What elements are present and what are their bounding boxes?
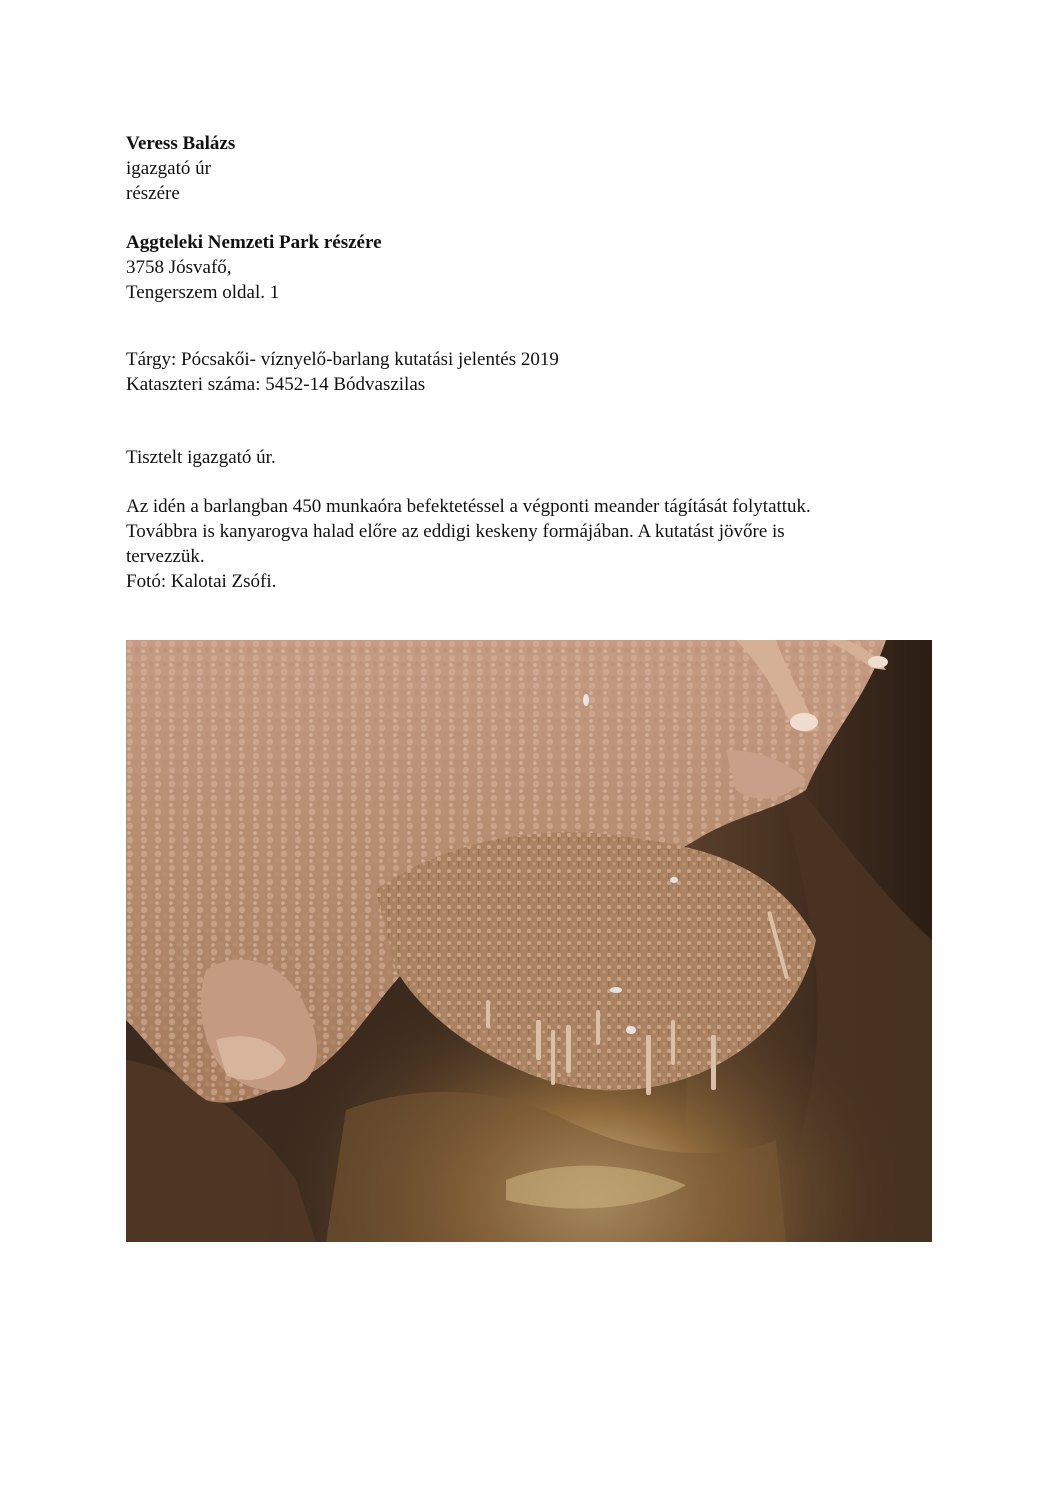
recipient-title: igazgató úr xyxy=(126,158,211,179)
salutation-block xyxy=(126,445,936,470)
organization-block xyxy=(126,230,936,305)
cadastral-number-line: Kataszteri száma: 5452-14 Bódvaszilas xyxy=(126,374,426,395)
cave-photo xyxy=(126,640,932,1242)
body-block xyxy=(126,494,936,594)
organization-address-line2: Tengerszem oldal. 1 xyxy=(126,282,280,303)
body-line: Továbbra is kanyarogva halad előre az eddigi keskeny formájában. A kutatást jövőre is xyxy=(126,521,785,542)
recipient-for: részére xyxy=(126,183,180,204)
organization-name: Aggteleki Nemzeti Park részére xyxy=(126,232,382,253)
body-line: Az idén a barlangban 450 munkaóra befektetéssel a végponti meander tágítását folytattuk. xyxy=(126,496,811,517)
subject-block xyxy=(126,347,936,397)
subject-line: Tárgy: Pócsakői- víznyelő-barlang kutatási jelentés 2019 xyxy=(126,349,559,370)
body-line: tervezzük. xyxy=(126,546,205,567)
salutation: Tisztelt igazgató úr. xyxy=(126,447,276,468)
photo-credit: Fotó: Kalotai Zsófi. xyxy=(126,571,277,592)
recipient-name: Veress Balázs xyxy=(126,133,236,154)
cave-photo-illustration xyxy=(126,640,932,1242)
recipient-block xyxy=(126,131,936,206)
organization-address-line1: 3758 Jósvafő, xyxy=(126,257,232,278)
